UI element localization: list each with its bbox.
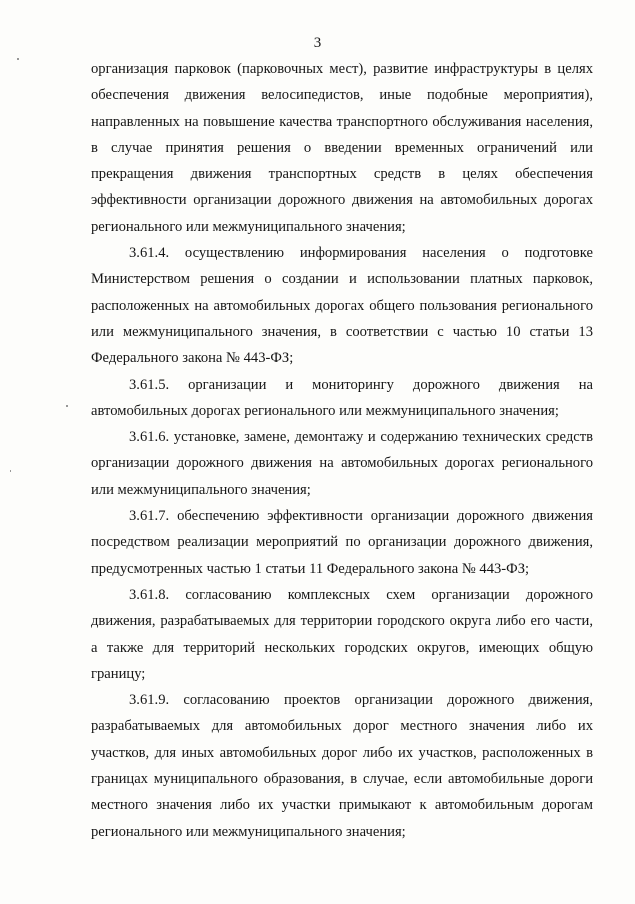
- paragraph-3-61-8: 3.61.8. согласованию комплексных схем организации дорожного движения, разрабатываемых для территории городского округа либо его части, а также для территорий нескольких городских округов, имеющих общую границу;: [91, 586, 593, 682]
- scan-speck: [10, 470, 11, 472]
- paragraph-continuation: организация парковок (парковочных мест), развитие инфраструктуры в целях обеспечения движения велосипедистов, иные подобные мероприятия), направленных на повышение качества транспортного обслуживания населения, в случае принятия решения о введении временных ограничений или прекращения движения транспортных средств в целях обеспечения эффективности организации дорожного движения на автомобильных дорогах регионального или межмуниципального значения;: [91, 61, 593, 235]
- paragraph-3-61-4: 3.61.4. осуществлению информирования населения о подготовке Министерством решения о создании и использовании платных парковок, расположенных на автомобильных дорогах общего пользования регионального или межмуниципального значения, в соответствии с частью 10 статьи 13 Федерального закона № 443-ФЗ;: [91, 245, 593, 367]
- scan-speck: [17, 58, 19, 60]
- scan-speck: [66, 405, 68, 407]
- page-number: 3: [313, 35, 322, 51]
- paragraph-3-61-6: 3.61.6. установке, замене, демонтажу и содержанию технических средств организации дорожного движения на автомобильных дорогах регионального или межмуниципального значения;: [91, 429, 593, 498]
- paragraph-3-61-5: 3.61.5. организации и мониторингу дорожного движения на автомобильных дорогах регионального или межмуниципального значения;: [91, 376, 593, 419]
- paragraph-3-61-9: 3.61.9. согласованию проектов организации дорожного движения, разрабатываемых для автомобильных дорог местного значения либо их участков, для иных автомобильных дорог либо их участков, расположенных в границах муниципального образования, в случае, если автомобильные дороги местного значения либо их участки примыкают к автомобильным дорогам регионального или межмуниципального значения;: [91, 692, 593, 840]
- paragraph-3-61-7: 3.61.7. обеспечению эффективности организации дорожного движения посредством реализации мероприятий по организации дорожного движения, предусмотренных частью 1 статьи 11 Федерального закона № 443-ФЗ;: [91, 508, 593, 577]
- document-body: [91, 56, 593, 845]
